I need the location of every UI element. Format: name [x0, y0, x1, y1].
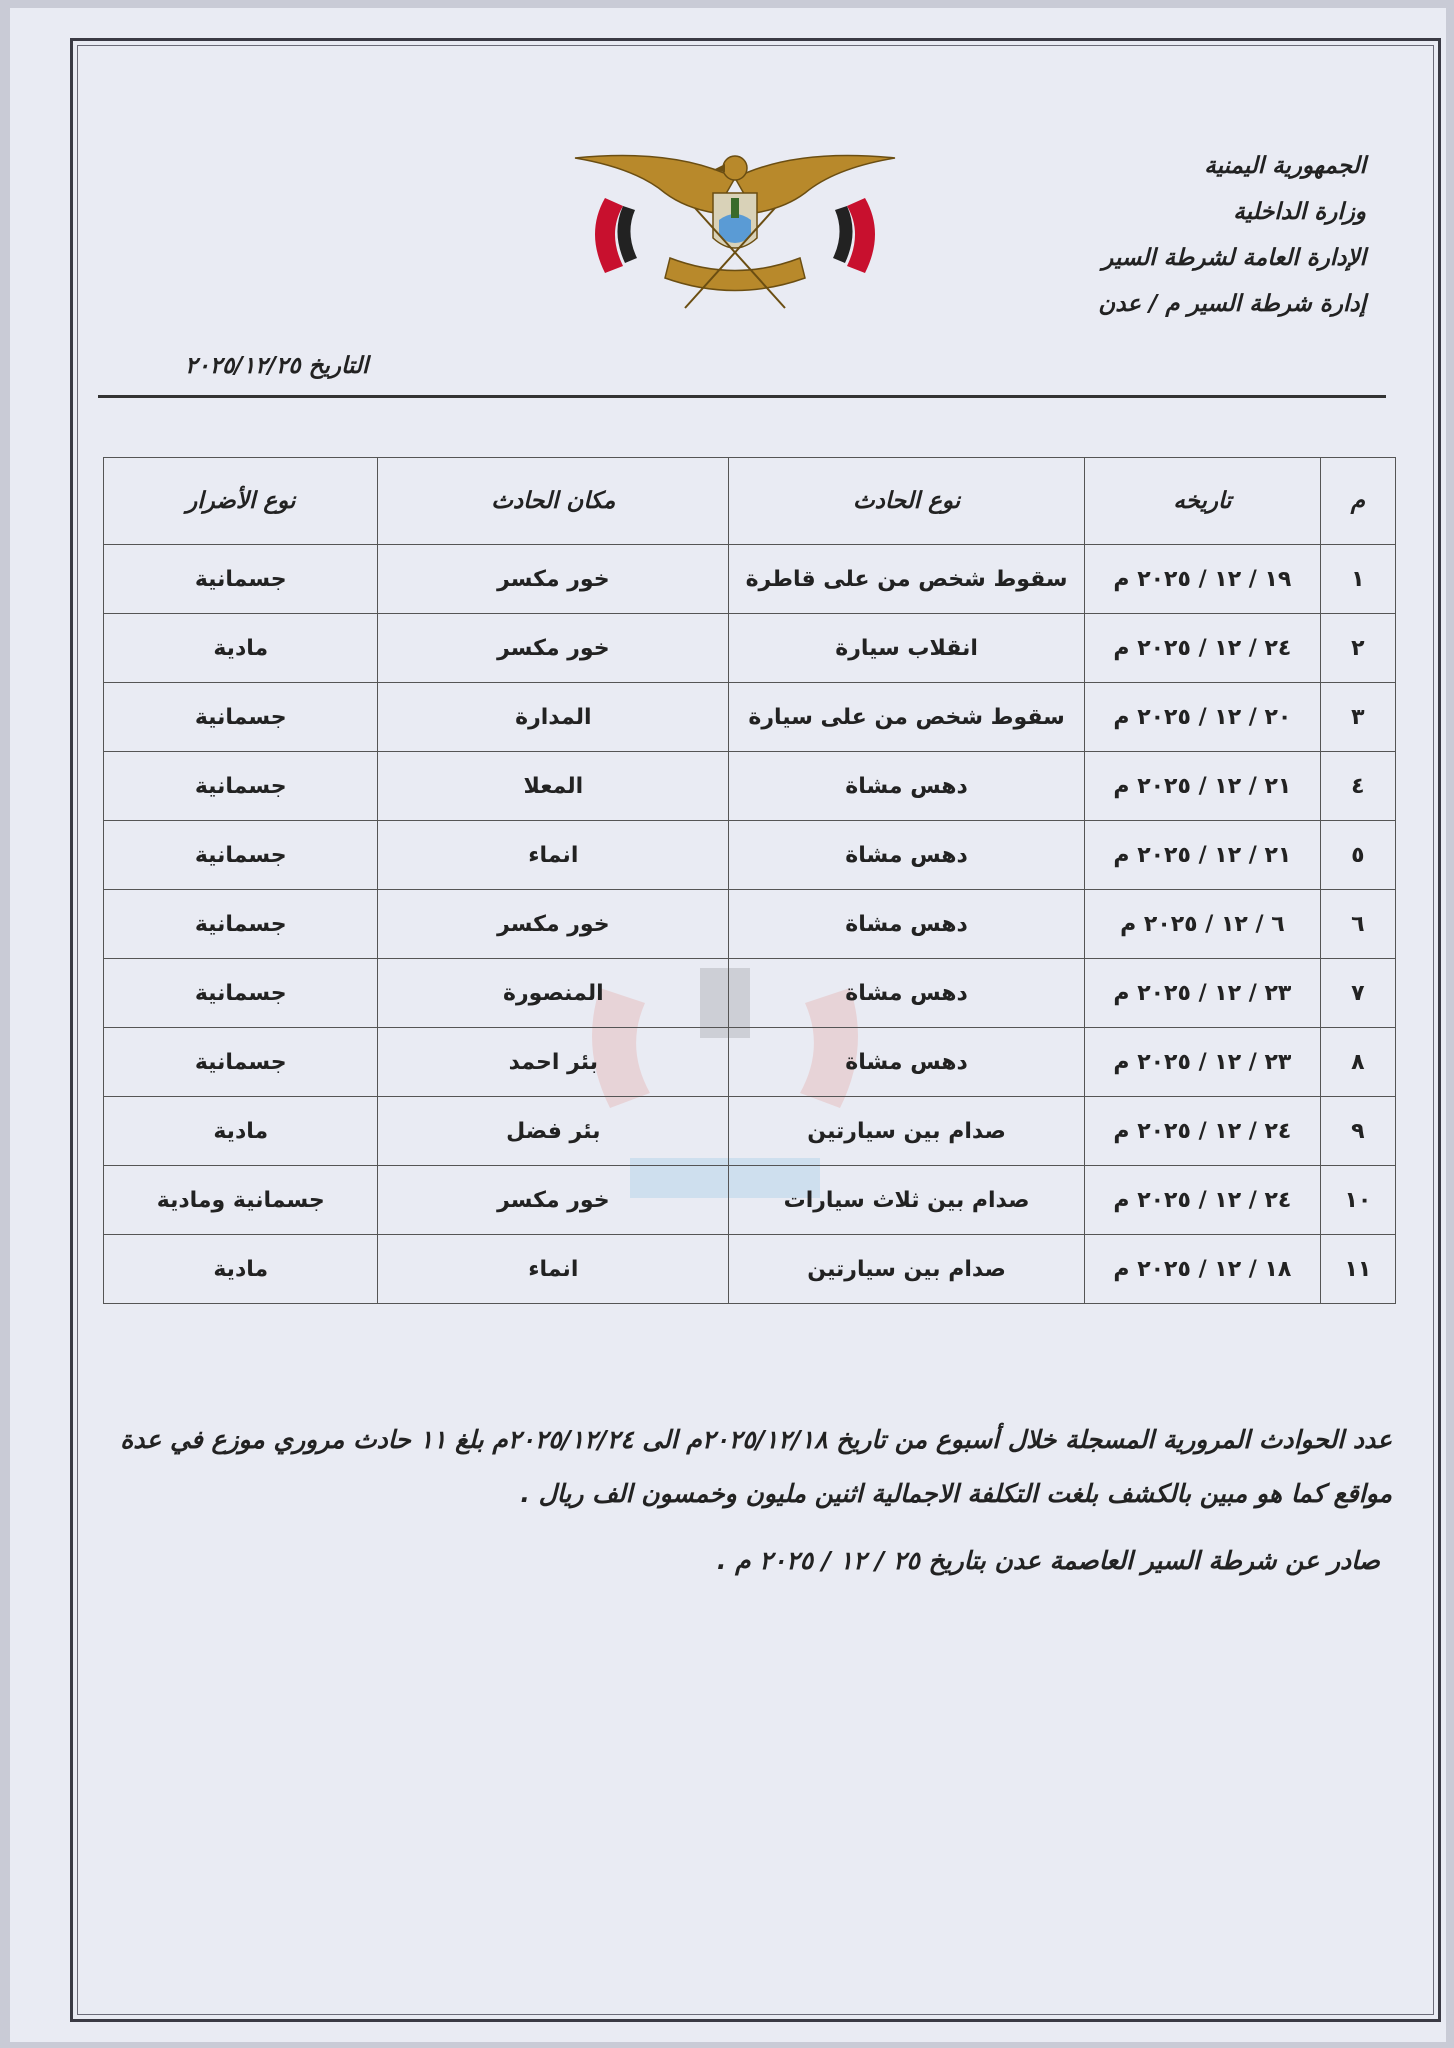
cell-accident-type: صدام بين ثلاث سيارات — [729, 1166, 1085, 1235]
cell-location: بئر احمد — [378, 1028, 729, 1097]
cell-damage-type: جسمانية — [104, 959, 378, 1028]
column-header-damage-type: نوع الأضرار — [104, 458, 378, 545]
cell-date: ٢٠ / ١٢ / ٢٠٢٥ م — [1084, 683, 1320, 752]
letterhead — [946, 143, 1366, 327]
letterhead-line-ministry: وزارة الداخلية — [1233, 199, 1366, 225]
table-row — [104, 545, 1396, 614]
cell-location: خور مكسر — [378, 545, 729, 614]
cell-damage-type: جسمانية — [104, 683, 378, 752]
table-row — [104, 614, 1396, 683]
table-row — [104, 1166, 1396, 1235]
cell-accident-type: دهس مشاة — [729, 821, 1085, 890]
cell-location: المعلا — [378, 752, 729, 821]
cell-date: ٢٤ / ١٢ / ٢٠٢٥ م — [1084, 1166, 1320, 1235]
cell-damage-type: مادية — [104, 1235, 378, 1304]
table-row — [104, 959, 1396, 1028]
cell-number: ١ — [1320, 545, 1395, 614]
cell-date: ١٨ / ١٢ / ٢٠٢٥ م — [1084, 1235, 1320, 1304]
cell-number: ١١ — [1320, 1235, 1395, 1304]
summary-line-2: مواقع كما هو مبين بالكشف بلغت التكلفة الاجمالية اثنين مليون وخمسون الف ريال . — [520, 1479, 1392, 1508]
cell-location: انماء — [378, 821, 729, 890]
cell-accident-type: صدام بين سيارتين — [729, 1235, 1085, 1304]
summary-paragraph — [50, 1413, 1392, 1521]
cell-date: ٢٣ / ١٢ / ٢٠٢٥ م — [1084, 959, 1320, 1028]
table-row — [104, 821, 1396, 890]
cell-number: ٣ — [1320, 683, 1395, 752]
cell-accident-type: انقلاب سيارة — [729, 614, 1085, 683]
cell-number: ٦ — [1320, 890, 1395, 959]
document-page — [10, 8, 1446, 2042]
table-header-row — [104, 458, 1396, 545]
cell-date: ٢١ / ١٢ / ٢٠٢٥ م — [1084, 821, 1320, 890]
issued-statement: صادر عن شرطة السير العاصمة عدن بتاريخ ٢٥ / ١٢ / ٢٠٢٥ م . — [716, 1546, 1380, 1575]
cell-date: ٢١ / ١٢ / ٢٠٢٥ م — [1084, 752, 1320, 821]
cell-date: ٢٤ / ١٢ / ٢٠٢٥ م — [1084, 1097, 1320, 1166]
cell-number: ٥ — [1320, 821, 1395, 890]
yemen-eagle-emblem-icon — [565, 138, 905, 313]
cell-damage-type: جسمانية — [104, 1028, 378, 1097]
cell-accident-type: دهس مشاة — [729, 890, 1085, 959]
cell-accident-type: دهس مشاة — [729, 1028, 1085, 1097]
cell-number: ٩ — [1320, 1097, 1395, 1166]
cell-damage-type: جسمانية — [104, 752, 378, 821]
cell-damage-type: مادية — [104, 614, 378, 683]
cell-location: المنصورة — [378, 959, 729, 1028]
cell-number: ٢ — [1320, 614, 1395, 683]
cell-date: ١٩ / ١٢ / ٢٠٢٥ م — [1084, 545, 1320, 614]
cell-accident-type: دهس مشاة — [729, 959, 1085, 1028]
cell-number: ٧ — [1320, 959, 1395, 1028]
cell-location: خور مكسر — [378, 890, 729, 959]
cell-location: خور مكسر — [378, 1166, 729, 1235]
cell-date: ٦ / ١٢ / ٢٠٢٥ م — [1084, 890, 1320, 959]
letterhead-line-general-admin: الإدارة العامة لشرطة السير — [1102, 245, 1366, 271]
cell-damage-type: جسمانية ومادية — [104, 1166, 378, 1235]
cell-location: انماء — [378, 1235, 729, 1304]
summary-line-1: عدد الحوادث المرورية المسجلة خلال أسبوع من تاريخ ٢٠٢٥/١٢/١٨م الى ٢٠٢٥/١٢/٢٤م بلغ ١١ حادث مروري موزع في عدة — [120, 1425, 1392, 1454]
letterhead-line-aden-admin: إدارة شرطة السير م / عدن — [1098, 291, 1366, 317]
table-row — [104, 1097, 1396, 1166]
cell-location: خور مكسر — [378, 614, 729, 683]
cell-location: المدارة — [378, 683, 729, 752]
column-header-number: م — [1320, 458, 1395, 545]
table-row — [104, 752, 1396, 821]
cell-date: ٢٤ / ١٢ / ٢٠٢٥ م — [1084, 614, 1320, 683]
letterhead-line-republic: الجمهورية اليمنية — [1204, 153, 1366, 179]
table-row — [104, 890, 1396, 959]
cell-date: ٢٣ / ١٢ / ٢٠٢٥ م — [1084, 1028, 1320, 1097]
accidents-table — [103, 457, 1396, 1304]
document-date: التاريخ ٢٠٢٥/١٢/٢٥ — [185, 353, 369, 379]
column-header-date: تاريخه — [1084, 458, 1320, 545]
cell-accident-type: سقوط شخص من على قاطرة — [729, 545, 1085, 614]
column-header-location: مكان الحادث — [378, 458, 729, 545]
cell-number: ١٠ — [1320, 1166, 1395, 1235]
cell-damage-type: مادية — [104, 1097, 378, 1166]
cell-damage-type: جسمانية — [104, 545, 378, 614]
column-header-accident-type: نوع الحادث — [729, 458, 1085, 545]
cell-accident-type: دهس مشاة — [729, 752, 1085, 821]
cell-damage-type: جسمانية — [104, 890, 378, 959]
cell-number: ٨ — [1320, 1028, 1395, 1097]
cell-location: بئر فضل — [378, 1097, 729, 1166]
cell-accident-type: صدام بين سيارتين — [729, 1097, 1085, 1166]
table-row — [104, 1028, 1396, 1097]
cell-damage-type: جسمانية — [104, 821, 378, 890]
cell-accident-type: سقوط شخص من على سيارة — [729, 683, 1085, 752]
table-row — [104, 1235, 1396, 1304]
header-divider — [98, 395, 1386, 398]
cell-number: ٤ — [1320, 752, 1395, 821]
table-row — [104, 683, 1396, 752]
